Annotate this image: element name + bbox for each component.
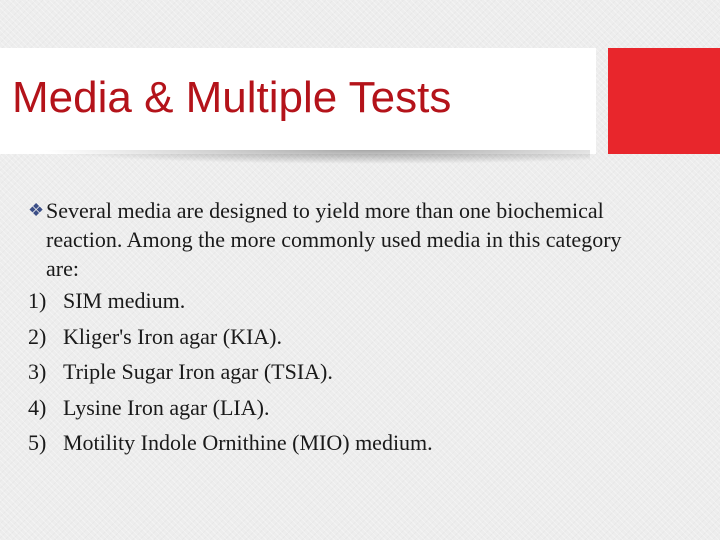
list-number: 5) xyxy=(28,430,47,455)
list-text: Motility Indole Ornithine (MIO) medium. xyxy=(63,430,433,455)
list-number: 4) xyxy=(28,394,47,420)
list-item xyxy=(28,425,668,461)
slide-title: Media & Multiple Tests xyxy=(12,73,452,122)
diamond-bullet-icon: ❖ xyxy=(28,200,45,220)
list-item xyxy=(28,283,668,319)
list-text: Kliger's Iron agar (KIA). xyxy=(63,323,282,349)
intro-text: Several media are designed to yield more than one biochemical reaction. Among the more commonly used media in this category are: xyxy=(46,198,622,281)
list-number: 2) xyxy=(28,323,47,349)
list-number: 1) xyxy=(28,288,47,313)
list-item xyxy=(28,390,668,426)
list-number: 3) xyxy=(28,359,47,384)
red-accent-block xyxy=(608,48,720,154)
list-item xyxy=(28,319,668,355)
list-text: Triple Sugar Iron agar (TSIA). xyxy=(63,359,333,384)
list-item xyxy=(28,354,668,390)
list-text: Lysine Iron agar (LIA). xyxy=(63,394,270,420)
slide-content xyxy=(28,196,668,461)
title-shadow xyxy=(40,150,590,164)
list-text: SIM medium. xyxy=(63,288,186,313)
intro-paragraph xyxy=(28,196,668,283)
